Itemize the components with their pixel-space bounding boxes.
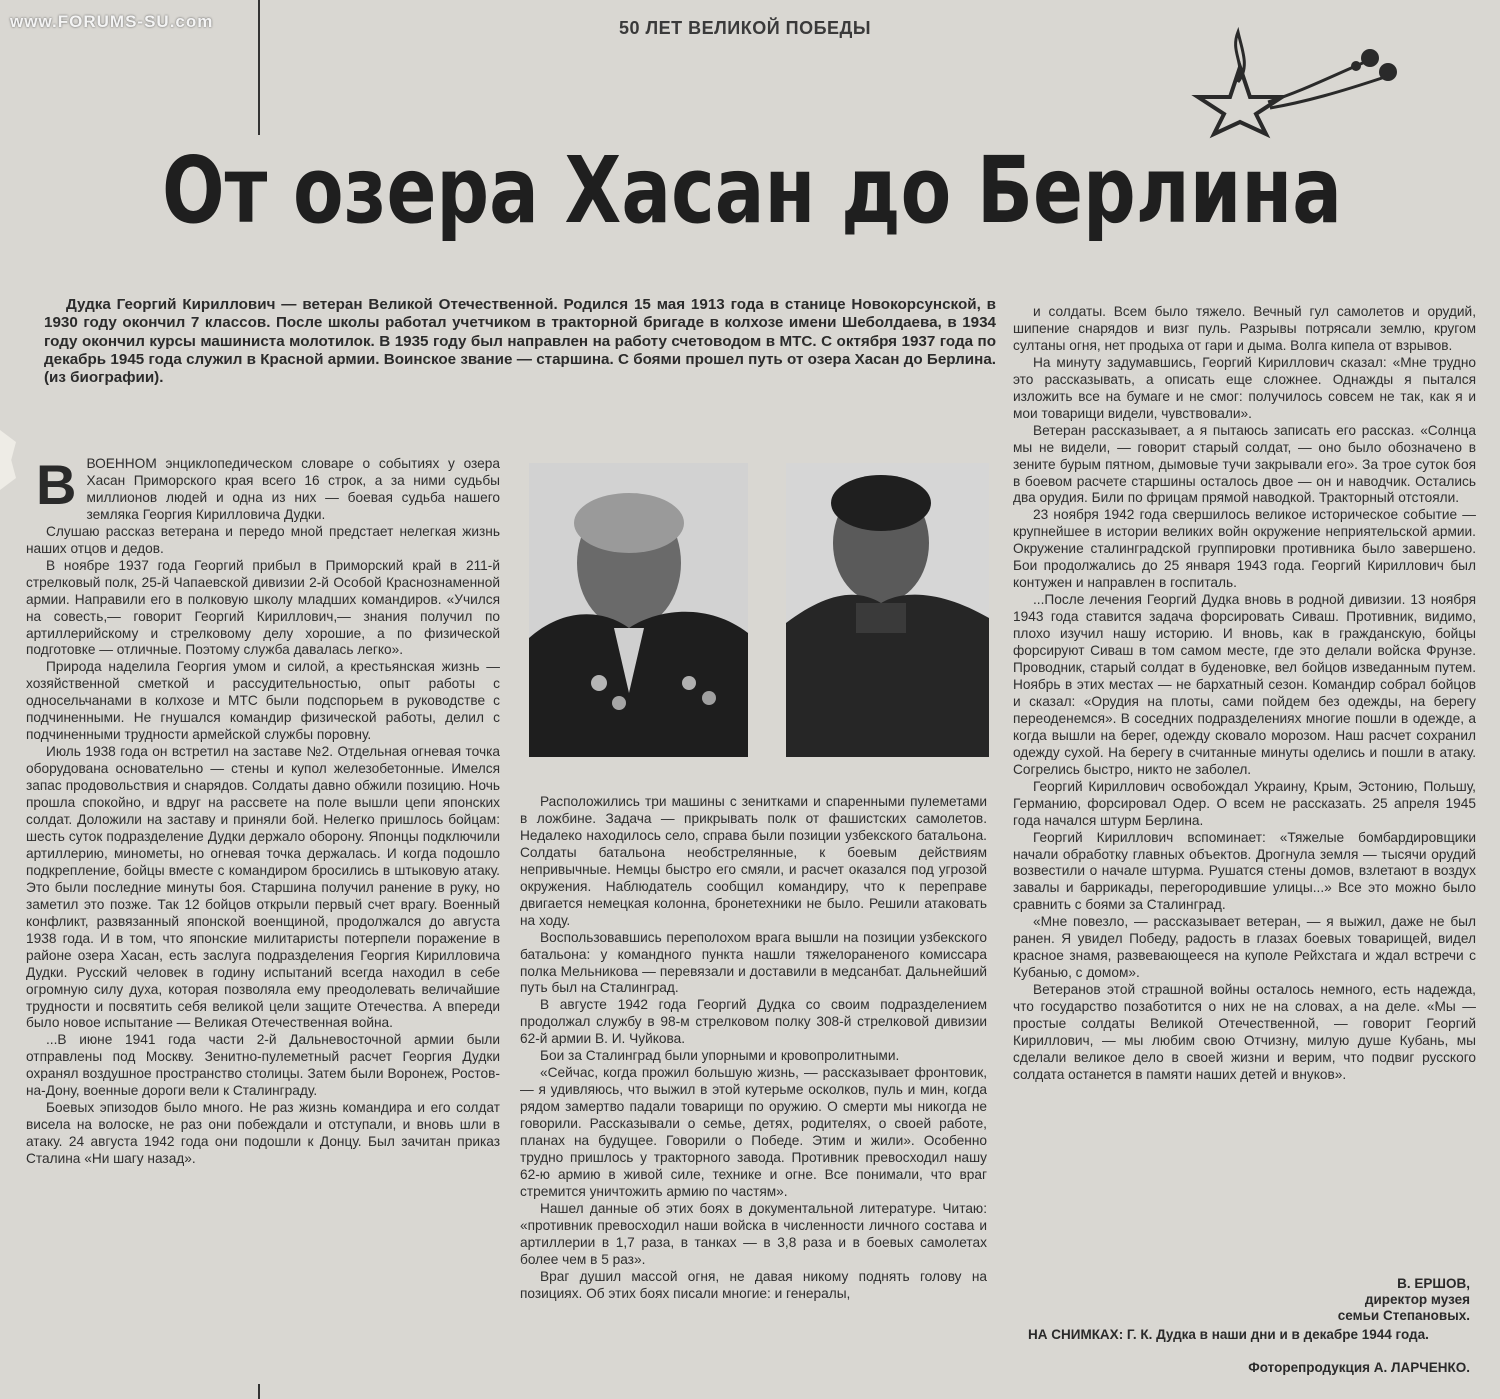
section-kicker: 50 ЛЕТ ВЕЛИКОЙ ПОБЕДЫ xyxy=(619,18,871,38)
headline xyxy=(122,130,1382,260)
column-rule-bottom xyxy=(258,1384,260,1399)
paragraph: Ветеран рассказывает, а я пытаюсь записать его рассказ. «Солнца мы не видели, — говорит старый солдат, — оно было обозначено в зените бурым пятном, дымовые тучи закрывали его». За трое суток боя в боевом расчете старшины осталось двое — он и наводчик. Остались два орудия. Били по фрицам прямой наводкой. Тракторный отстояли. xyxy=(1013,422,1476,506)
paragraph: ...В июне 1941 года части 2-й Дальневосточной армии были отправлены под Москву. Зенитно-пулеметный расчет Георгия Дудки охранял воздушное пространство столицы. Затем были Воронеж, Ростов-на-Дону, военные дороги вели к Сталинграду. xyxy=(26,1032,500,1099)
paragraph: В ноябре 1937 года Георгий прибыл в Приморский край в 211-й стрелковый полк, 25-й Чапаевской дивизии 2-й Особой Краснознаменной армии. Направили его в полковую школу младших командиров. «Учился на совесть,— говорит Георгий Кириллович,— знания получил по артиллерийскому и стрелковому делу хорошие, а по физической подготовке — отличные. Поэтому служба давалась легко». xyxy=(26,557,500,658)
paragraph: Расположились три машины с зенитками и спаренными пулеметами в ложбине. Задача — прикрывать полк от фашистских самолетов. Недалеко находилось село, справа были позиции узбекского батальона. Солдаты батальона необстрелянные, к боевым действиям непривычные. Немцы быстро его смяли, и расчет оказался под угрозой окружения. Наблюдатель сообщил командиру, что к переправе двигается немецкая колонна, бронетехники не было. Решили атаковать на ходу. xyxy=(520,794,987,928)
article-column-2 xyxy=(520,794,987,1303)
author-affiliation: семьи Степановых. xyxy=(1337,1308,1470,1323)
paragraph: Природа наделила Георгия умом и силой, а крестьянская жизнь — хозяйственной сметкой и рассудительностью, опыт работы с односельчанами в колхозе и МТС были подспорьем в руководстве с подчиненными. Не гнушался командир физической работы, делил с подчиненными трудности армейской службы поровну. xyxy=(26,659,500,743)
lead-biography: Дудка Георгий Кириллович — ветеран Великой Отечественной. Родился 15 мая 1913 года в станице Новокорсунской, в 1930 году окончил 7 классов. После школы работал учетчиком в тракторной бригаде в колхозе имени Шеболдаева, в 1934 году окончил курсы машиниста молотилок. В 1935 году был направлен на работу счетоводом в МТС. С октября 1937 года по декабрь 1945 года служил в Красной армии. Воинское звание — старшина. С боями прошел путь от озера Хасан до Берлина. (из биографии). xyxy=(44,296,996,387)
paragraph: ...После лечения Георгий Дудка вновь в родной дивизии. 13 ноября 1943 года ставится задача форсировать Сиваш. Противник, видимо, плохо изучил нашу историю. И вновь, как в гражданскую, бойцы форсируют Сиваш в том самом месте, где это делали войска Фрунзе. Проводник, старый солдат в буденовке, вел бойцов изведанным путем. Ноябрь в этих местах — не бархатный сезон. Командир собрал бойцов и сказал: «Орудия на плоты, сами пойдем без одежды, на берегу переоденемся». В соседних подразделениях многие пошли в одежде, а когда вышли на берег, одежду сковало морозом. Наш расчет сохранил одежду сухой. На берегу в считанные минуты оделись и пошли в атаку. Согрелись быстро, никто не заболел. xyxy=(1013,592,1476,777)
photo-veteran-1944 xyxy=(786,463,989,757)
paragraph-text: ВОЕННОМ энциклопедическом словаре о событиях у озера Хасан Приморского края всего 16 строк, а за ними судьбы миллионов людей и одна из них — боевая судьба нашего земляка Георгия Кирилловича Дудки. xyxy=(86,456,500,522)
paragraph: и солдаты. Всем было тяжело. Вечный гул самолетов и орудий, шипение снарядов и визг пуль. Разрывы потрясали землю, кругом султаны огня, нет продыха от гари и дыма. Волга кипела от взрывов. xyxy=(1013,304,1476,353)
paragraph: В августе 1942 года Георгий Дудка со своим подразделением продолжал службу в 98-м стрелковом полку 308-й стрелковой дивизии 62-й армии В. И. Чуйкова. xyxy=(520,997,987,1047)
paragraph: Враг душил массой огня, не давая никому поднять голову на позициях. Об этих боях писали многие: и генералы, xyxy=(520,1268,987,1301)
paragraph: Нашел данные об этих боях в документальной литературе. Читаю: «противник превосходил наши войска в численности личного состава и артиллерии в 1,7 раза, в танках — в 3,8 раза и в боевых самолетах более чем в 5 раз». xyxy=(520,1200,987,1267)
column-rule-top xyxy=(258,0,260,135)
author-signature xyxy=(1200,1276,1470,1324)
paper-tear xyxy=(0,430,16,490)
paragraph: Ветеранов этой страшной войны осталось немного, есть надежда, что государство позаботится о них не на словах, а на деле. «Мы — простые солдаты Великой Отечественной, — говорит Георгий Кириллович, — мы любим свою Отчизну, милую душе Кубань, мы сделали великое дело в своей жизни и верим, что подвиг русского солдата останется в памяти наших детей и внуков». xyxy=(1013,982,1476,1082)
site-watermark: www.FORUMS-SU.com xyxy=(10,12,214,31)
drop-cap: В xyxy=(36,453,77,516)
photo-veteran-today xyxy=(529,463,748,757)
author-title: директор музея xyxy=(1364,1292,1470,1307)
paragraph xyxy=(26,453,500,524)
paragraph: На минуту задумавшись, Георгий Кириллович сказал: «Мне трудно это рассказывать, а описать еще сложнее. Однажды я пытался изложить все на бумаге и не смог: получилось совсем не так, как я и мои товарищи видели, чувствовали». xyxy=(1013,354,1476,421)
paragraph: Боевых эпизодов было много. Не раз жизнь командира и его солдат висела на волоске, не раз они побеждали и отступали, и вновь шли в атаку. 24 августа 1942 года они подошли к Донцу. Был зачитан приказ Сталина «Ни шагу назад». xyxy=(26,1100,500,1167)
paragraph: Бои за Сталинград были упорными и кровопролитными. xyxy=(540,1048,900,1064)
photo-credit: Фоторепродукция А. ЛАРЧЕНКО. xyxy=(1248,1360,1470,1375)
paragraph: Воспользовавшись переполохом врага вышли на позиции узбекского батальона: у командного пункта нашли тяжелораненого комиссара полка Мельникова — перевязали и доставили в медсанбат. Дальнейший путь был на Сталинград. xyxy=(520,929,987,996)
paragraph: Июль 1938 года он встретил на заставе №2. Отдельная огневая точка оборудована основательно — стены и купол железобетонные. Имелся запас продовольствия и снарядов. Солдаты давно обжили позицию. Ночь прошла спокойно, и вдруг на рассвете на поле вышли цепи японских солдат. Доложили на заставу и приняли бой. Нелегко пришлось бойцам: шесть суток подразделение Дудки держало оборону. Японцы подключили артиллерию, минометы, но огневая точка держалась. И когда подошло подкрепление, бойцы вместе с командиром бросились в штыковую атаку. Это были последние минуты боя. Старшина получил ранение в руку, но заметил это позже. Так 12 бойцов открыли первый счет врагу. Военный конфликт, развязанный японской военщиной, продолжался до августа 1938 года. И в том, что японские милитаристы потерпели поражение в районе озера Хасан, есть заслуга подразделения Георгия Кирилловича Дудки. Русский человек в годину испытаний всегда находил в себе огромную силу духа, которая позволяла ему преодолевать величайшие трудности и посвятить себя великой цели защите Отечества. А впереди было новое испытание — Великая Отечественная война. xyxy=(26,744,500,1031)
paragraph: 23 ноября 1942 года свершилось великое историческое событие — крупнейшее в истории великих войн окружение неприятельской армии. Окружение сталинградской группировки противника было завершено. Бои продолжались до 25 января 1943 года. Георгий Кириллович был контужен и направлен в госпиталь. xyxy=(1013,507,1476,591)
paragraph: Георгий Кириллович вспоминает: «Тяжелые бомбардировщики начали обработку главных объектов. Дрогнула земля — тысячи орудий возвестили о начале штурма. Рушатся стены домов, взлетают в воздух завалы и баррикады, перегородившие улицы...» Все это можно было сравнить с боями за Сталинград. xyxy=(1013,829,1476,913)
photo-caption: НА СНИМКАХ: Г. К. Дудка в наши дни и в декабре 1944 года. xyxy=(1028,1327,1429,1342)
paragraph: «Мне повезло, — рассказывает ветеран, — я выжил, даже не был ранен. Я увидел Победу, радость в глазах боевых товарищей, видел красное знамя, развевающееся на куполе Рейхстага и ждал встречи с Кубанью, с домом». xyxy=(1013,914,1476,981)
star-flame-emblem-icon xyxy=(1190,22,1405,137)
headline-text: От озера Хасан до Берлина xyxy=(162,137,1342,244)
article-column-1 xyxy=(26,453,500,1168)
paragraph: Слушаю рассказ ветерана и передо мной предстает нелегкая жизнь наших отцов и дедов. xyxy=(26,523,500,556)
paragraph: «Сейчас, когда прожил большую жизнь, — рассказывает фронтовик, — я удивляюсь, что выжил в этой кутерьме осколков, пуль и мин, когда рядом замертво падали товарищи по оружию. О смерти мы никогда не говорили. Рассказывали о семье, детях, родителях, о своей работе, планах на будущее. Говорили о Победе. Этим и жили». Особенно трудно пришлось у тракторного завода. Противник превосходил нашу 62-ю армию в живой силе, технике и огне. Все понимали, что враг стремится уничтожить армию по частям». xyxy=(520,1065,987,1199)
article-column-3 xyxy=(1013,304,1476,1084)
paragraph: Георгий Кириллович освобождал Украину, Крым, Эстонию, Польшу, Германию, форсировал Одер. О всем не рассказать. 25 апреля 1945 года начался штурм Берлина. xyxy=(1013,778,1476,828)
author-name: В. ЕРШОВ, xyxy=(1397,1276,1470,1291)
